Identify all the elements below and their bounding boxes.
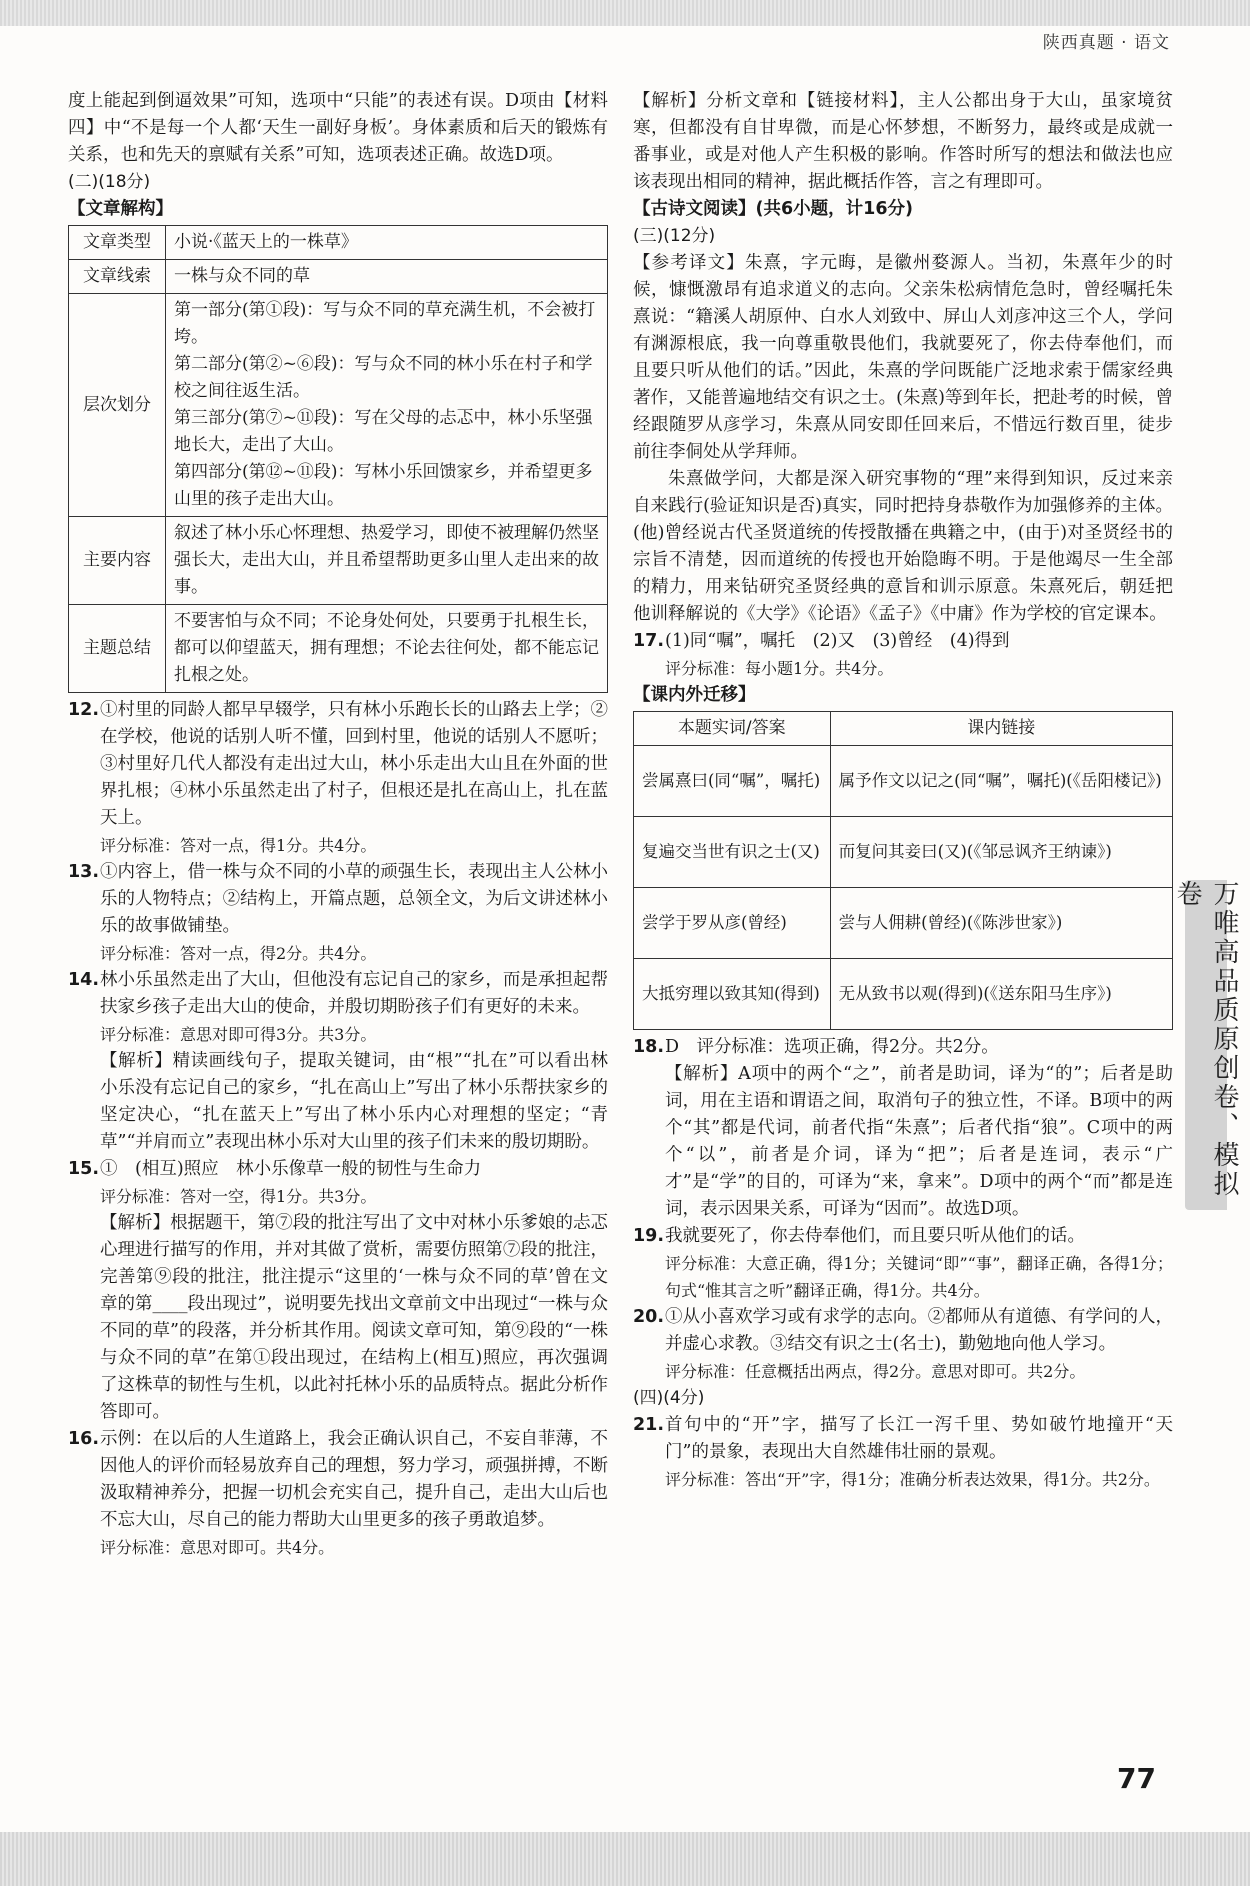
part-line: 第四部分(第⑫~⑪段)：写林小乐回馈家乡，并希望更多山里的孩子走出大山。 [174,462,593,509]
answer-text: ①内容上，借一株与众不同的小草的顽强生长，表现出主人公林小乐的人物特点；②结构上，开篇点题，总领全文，为后文讲述林小乐的故事做铺垫。 [100,862,608,936]
analysis-text: 【解析】根据题干，第⑦段的批注写出了文中对林小乐爹娘的忐忑心理进行描写的作用，并对其做了赏析，需要仿照第⑦段的批注，完善第⑨段的批注，批注提示“这里的‘一株与众不同的草’曾在文章的第____段出现过”，说明要先找出文章前文中出现过“一株与众不同的草”的段落，并分析其作用。阅读文章可知，第⑨段的“一株与众不同的草”在第①段出现过，在结构上(相互)照应，再次强调了这株草的韧性与生机，以此衬托林小乐的品质特点。据此分析作答即可。 [100,1213,608,1422]
answer-text: (1)同“嘱”，嘱托 (2)又 (3)曾经 (4)得到 [665,631,1010,651]
table-key: 主要内容 [69,517,166,605]
part-line: 第一部分(第①段)：写与众不同的草充满生机，不会被打垮。 [174,300,596,347]
table-cell: 而复问其妾曰(又)(《邹忌讽齐王纳谏》) [830,817,1172,888]
table-value: 不要害怕与众不同；不论身处何处，只要勇于扎根生长，都可以仰望蓝天，拥有理想；不论去往何处，都不能忘记扎根之处。 [166,605,608,693]
table-value [166,294,608,517]
top-scan-border [0,0,1250,26]
answer-text: ① (相互)照应 林小乐像草一般的韧性与生命力 [100,1159,482,1179]
question-20 [633,1304,1173,1385]
table-value: 一株与众不同的草 [166,260,608,294]
question-number: 17. [633,631,665,651]
table-cell: 尝与人佣耕(曾经)(《陈涉世家》) [830,888,1172,959]
scoring-standard: 评分标准：每小题1分。共4分。 [665,659,894,678]
table-cell: 尝学于罗从彦(曾经) [634,888,831,959]
question-21 [633,1412,1173,1493]
table-cell: 属予作文以记之(同“嘱”，嘱托)(《岳阳楼记》) [830,746,1172,817]
part-line: 第二部分(第②~⑥段)：写与众不同的林小乐在村子和学校之间往返生活。 [174,354,593,401]
question-14 [68,967,608,1156]
part-line: 第三部分(第⑦~⑪段)：写在父母的忐忑中，林小乐坚强地长大，走出了大山。 [174,408,593,455]
side-tab [1172,880,1239,1210]
table-key: 文章线索 [69,260,166,294]
table-row [634,746,1173,817]
scoring-standard: 评分标准：答对一空，得1分。共3分。 [100,1187,377,1206]
table-cell: 尝属熹曰(同“嘱”，嘱托) [634,746,831,817]
question-17 [633,628,1173,682]
table-cell: 无从致书以观(得到)(《送东阳马生序》) [830,959,1172,1030]
transfer-title: 【课内外迁移】 [633,685,756,705]
bottom-scan-border [0,1832,1250,1886]
table-row [634,888,1173,959]
section-title: 【古诗文阅读】(共6小题，计16分) [633,199,914,219]
question-number: 12. [68,700,100,720]
scoring-standard: 评分标准：大意正确，得1分；关键词“即”“事”，翻译正确，各得1分；句式“惟其言之听”翻译正确，得1分。共4分。 [665,1254,1173,1300]
question-number: 18. [633,1037,665,1057]
left-column [68,88,608,1561]
table-key: 文章类型 [69,226,166,260]
scoring-standard: 评分标准：任意概括出两点，得2分。意思对即可。共2分。 [665,1362,1086,1381]
answer-text: ①从小喜欢学习或有求学的志向。②都师从有道德、有学问的人，并虚心求教。③结交有识之士(名士)，勤勉地向他人学习。 [665,1307,1173,1354]
table-header: 课内链接 [830,712,1172,746]
table-value: 小说·《蓝天上的一株草》 [166,226,608,260]
question-number: 16. [68,1429,100,1449]
table-row [69,226,608,260]
table-row [634,817,1173,888]
side-tab-label: 万唯高品质原创卷、模拟卷 [1172,880,1239,1199]
answer-text: 示例：在以后的人生道路上，我会正确认识自己，不妄自菲薄，不因他人的评价而轻易放弃自己的理想，努力学习，顽强拼搏，不断汲取精神养分，把握一切机会充实自己，提升自己，走出大山后也不忘大山，尽自己的能力帮助大山里更多的孩子勇敢追梦。 [100,1429,608,1530]
structure-table [68,225,608,693]
scoring-standard: 评分标准：意思对即可得3分。共3分。 [100,1025,377,1044]
table-header: 本题实词/答案 [634,712,831,746]
scoring-standard: 评分标准：答出“开”字，得1分；准确分析表达效果，得1分。共2分。 [665,1470,1160,1489]
table-value: 叙述了林小乐心怀理想、热爱学习，即使不被理解仍然坚强长大，走出大山，并且希望帮助更多山里人走出来的故事。 [166,517,608,605]
scoring-standard: 评分标准：答对一点，得1分。共4分。 [100,836,377,855]
question-12 [68,697,608,859]
analysis-text: 【解析】A项中的两个“之”，前者是助词，译为“的”；后者是助词，用在主语和谓语之间，取消句子的独立性，不译。B项中的两个“其”都是代词，前者代指“朱熹”；后者代指“狼”。C项中的两个“以”，前者是介词，译为“把”；后者是连词，表示“广才”是“学”的目的，可译为“来，拿来”。D项中的两个“而”都是连词，表示因果关系，可译为“因而”。故选D项。 [665,1064,1173,1219]
table-cell: 复遍交当世有识之士(又) [634,817,831,888]
question-13 [68,859,608,967]
analysis-title: 【文章解构】 [68,199,173,219]
continued-analysis: 【解析】分析文章和【链接材料】，主人公都出身于大山，虽家境贫寒，但都没有自甘卑微，而是心怀梦想，不断努力，最终或是成就一番事业，或是对他人产生积极的影响。作答时所写的想法和做法也应该表现出相同的精神，据此概括作答，言之有理即可。 [633,91,1173,192]
table-key: 层次划分 [69,294,166,517]
question-16 [68,1426,608,1561]
question-number: 20. [633,1307,665,1327]
question-number: 14. [68,970,100,990]
translation-paragraph: 朱熹做学问，大都是深入研究事物的“理”来得到知识，反过来亲自来践行(验证知识是否)真实，同时把持身恭敬作为加强修养的主体。(他)曾经说古代圣贤道统的传授散播在典籍之中，(由于)对圣贤经书的宗旨不清楚，因而道统的传授也开始隐晦不明。于是他竭尽一生全部的精力，用来钻研究圣贤经典的意旨和训示原意。朱熹死后，朝廷把他训释解说的《大学》《论语》《孟子》《中庸》作为学校的官定课本。 [633,469,1173,624]
analysis-text: 【解析】精读画线句子，提取关键词，由“根”“扎在”可以看出林小乐没有忘记自己的家乡，“扎在高山上”写出了林小乐帮扶家乡的坚定决心，“扎在蓝天上”写出了林小乐内心对理想的坚定；“青草”“并肩而立”表现出林小乐对大山里的孩子们未来的殷切期盼。 [100,1051,608,1152]
table-row [69,294,608,517]
table-row [69,260,608,294]
section-heading: (四)(4分) [633,1388,705,1408]
table-key: 主题总结 [69,605,166,693]
page-number: 77 [1117,1762,1156,1795]
continued-text: 度上能起到倒逼效果”可知，选项中“只能”的表述有误。D项由【材料四】中“不是每一个人都‘天生一副好身板’。身体素质和后天的锻炼有关系，也和先天的禀赋有关系”可知，选项表述正确。故选D项。 [68,91,608,165]
right-column [633,88,1173,1493]
answer-text: D 评分标准：选项正确，得2分。共2分。 [665,1037,999,1057]
answer-text: 林小乐虽然走出了大山，但他没有忘记自己的家乡，而是承担起帮扶家乡孩子走出大山的使命，并殷切期盼孩子们有更好的未来。 [100,970,608,1017]
table-header-row [634,712,1173,746]
scoring-standard: 评分标准：答对一点，得2分。共4分。 [100,944,377,963]
running-header: 陕西真题 · 语文 [1042,33,1170,53]
answer-text: 首句中的“开”字，描写了长江一泻千里、势如破竹地撞开“天门”的景象，表现出大自然雄伟壮丽的景观。 [665,1415,1173,1462]
answer-text: 我就要死了，你去侍奉他们，而且要只听从他们的话。 [665,1226,1085,1246]
translation-paragraph: 【参考译文】朱熹，字元晦，是徽州婺源人。当初，朱熹年少的时候，慷慨激昂有追求道义的志向。父亲朱松病情危急时，曾经嘱托朱熹说：“籍溪人胡原仲、白水人刘致中、屏山人刘彦冲这三个人，学问有渊源根底，我一向尊重敬畏他们，我就要死了，你去侍奉他们，而且要只听从他们的话。”因此，朱熹的学问既能广泛地求索于儒家经典著作，又能普遍地结交有识之士。(朱熹)等到年长，把赴考的时候，曾经跟随罗从彦学习，朱熹从同安即任回来后，不惜远行数百里，徒步前往李侗处从学拜师。 [633,253,1173,462]
scoring-standard: 评分标准：意思对即可。共4分。 [100,1538,335,1557]
table-row [69,605,608,693]
question-19 [633,1223,1173,1304]
question-15 [68,1156,608,1426]
table-row [69,517,608,605]
section-heading: (二)(18分) [68,172,151,192]
question-number: 19. [633,1226,665,1246]
question-number: 15. [68,1159,100,1179]
section-heading: (三)(12分) [633,226,716,246]
table-cell: 大抵穷理以致其知(得到) [634,959,831,1030]
answer-text: ①村里的同龄人都早早辍学，只有林小乐跑长长的山路去上学；②在学校，他说的话别人听不懂，回到村里，他说的话别人不愿听；③村里好几代人都没有走出过大山，林小乐走出大山且在外面的世界扎根；④林小乐虽然走出了村子，但根还是扎在高山上，扎在蓝天上。 [100,700,608,828]
question-number: 21. [633,1415,665,1435]
question-18 [633,1034,1173,1223]
table-row [634,959,1173,1030]
transfer-table [633,711,1173,1030]
question-number: 13. [68,862,100,882]
